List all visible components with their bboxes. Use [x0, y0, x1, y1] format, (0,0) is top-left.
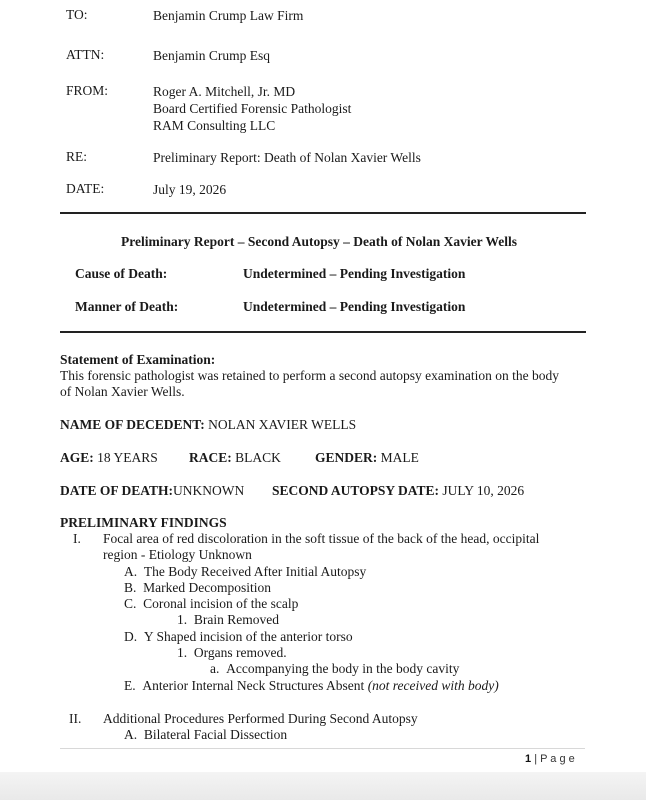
- age-field: [60, 450, 158, 466]
- findings-heading: PRELIMINARY FINDINGS: [60, 515, 227, 530]
- re-value: Preliminary Report: Death of Nolan Xavier Wells: [153, 150, 421, 165]
- race-value: BLACK: [235, 450, 281, 465]
- page-word: | P a g e: [534, 753, 575, 765]
- finding-1-c: C. Coronal incision of the scalp: [124, 596, 299, 611]
- finding-2-line-1: Additional Procedures Performed During Second Autopsy: [103, 711, 418, 726]
- manner-value: Undetermined – Pending Investigation: [243, 299, 466, 314]
- from-line-1: Roger A. Mitchell, Jr. MD: [153, 84, 296, 99]
- name-label: NAME OF DECEDENT:: [60, 417, 205, 432]
- date-value: July 19, 2026: [153, 182, 227, 197]
- date-label: DATE:: [66, 181, 105, 196]
- finding-1-b: B. Marked Decomposition: [124, 580, 271, 595]
- name-value: NOLAN XAVIER WELLS: [208, 417, 357, 432]
- finding-1-numeral: I.: [73, 531, 81, 546]
- statement-heading: Statement of Examination:: [60, 352, 216, 367]
- page-number: [525, 753, 575, 765]
- to-value: Benjamin Crump Law Firm: [153, 8, 304, 23]
- finding-1-d-1: 1. Organs removed.: [177, 645, 287, 660]
- finding-1-e-note: (not received with body): [367, 678, 499, 693]
- statement-line-2: of Nolan Xavier Wells.: [60, 384, 185, 399]
- finding-2-a: A. Bilateral Facial Dissection: [124, 727, 288, 742]
- statement-line-1: This forensic pathologist was retained to perform a second autopsy examination on the body: [60, 368, 559, 383]
- attn-value: Benjamin Crump Esq: [153, 48, 270, 63]
- finding-1-e-text: E. Anterior Internal Neck Structures Absent: [124, 678, 365, 693]
- finding-1-d-1-a: a. Accompanying the body in the body cavity: [210, 661, 460, 676]
- dod-value: UNKNOWN: [173, 483, 245, 498]
- finding-1-line-2: region - Etiology Unknown: [103, 547, 252, 562]
- page-bottom-shadow: [0, 772, 646, 800]
- finding-2-numeral: II.: [69, 711, 82, 726]
- finding-1-e: [124, 678, 499, 695]
- from-label: FROM:: [66, 83, 109, 98]
- header-divider: [60, 212, 586, 214]
- page-number-value: 1: [525, 753, 532, 765]
- gender-field: [315, 450, 419, 466]
- finding-1-a: A. The Body Received After Initial Autopsy: [124, 564, 367, 579]
- report-title: Preliminary Report – Second Autopsy – Death of Nolan Xavier Wells: [121, 234, 517, 249]
- finding-1-d: D. Y Shaped incision of the anterior torso: [124, 629, 353, 644]
- gender-label: GENDER:: [315, 450, 378, 465]
- age-value: 18 YEARS: [97, 450, 158, 465]
- cause-label: Cause of Death:: [75, 266, 168, 281]
- dod-label: DATE OF DEATH:: [60, 483, 174, 498]
- dod-field: [60, 483, 244, 499]
- second-autopsy-date-field: [272, 483, 524, 499]
- finding-1-c-1: 1. Brain Removed: [177, 612, 279, 627]
- summary-divider: [60, 331, 586, 333]
- cause-value: Undetermined – Pending Investigation: [243, 266, 466, 281]
- sad-label: SECOND AUTOPSY DATE:: [272, 483, 440, 498]
- sad-value: JULY 10, 2026: [442, 483, 525, 498]
- finding-1-line-1: Focal area of red discoloration in the soft tissue of the back of the head, occipital: [103, 531, 540, 546]
- re-label: RE:: [66, 149, 88, 164]
- race-field: [189, 450, 281, 466]
- from-line-2: Board Certified Forensic Pathologist: [153, 101, 352, 116]
- race-label: RACE:: [189, 450, 232, 465]
- age-label: AGE:: [60, 450, 94, 465]
- from-line-3: RAM Consulting LLC: [153, 118, 276, 133]
- to-label: TO:: [66, 7, 88, 22]
- attn-label: ATTN:: [66, 47, 105, 62]
- gender-value: MALE: [380, 450, 419, 465]
- manner-label: Manner of Death:: [75, 299, 179, 314]
- footer-divider: [60, 748, 585, 749]
- decedent-name-row: [60, 417, 356, 433]
